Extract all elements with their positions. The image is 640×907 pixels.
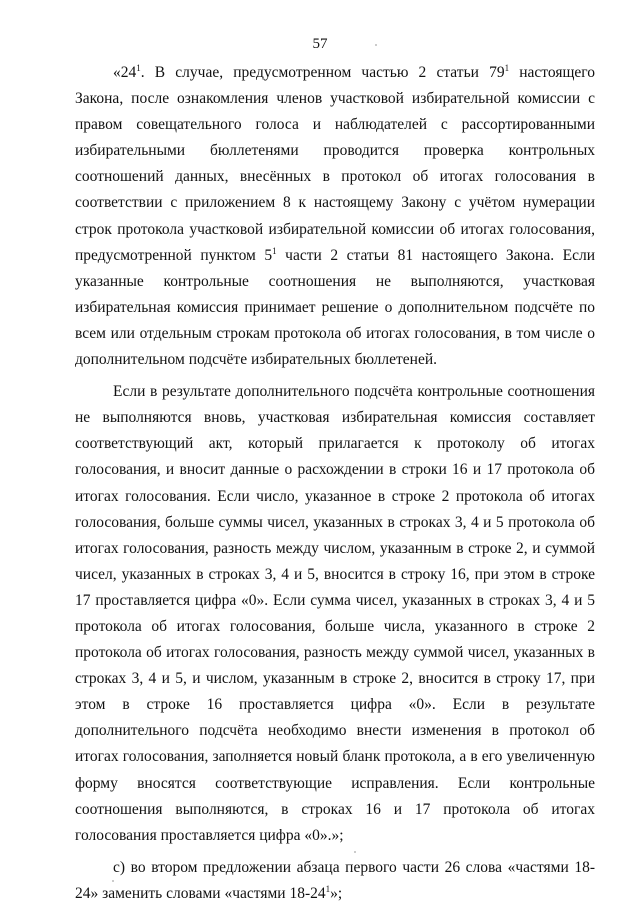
scan-speck [112,880,114,882]
superscript: 1 [504,63,510,73]
page-number: 57 [312,36,328,52]
paragraph-1-part-2: . В случае, предусмотренном частью 2 статьи 79 [140,64,505,81]
paragraph-2: Если в результате дополнительного подсчёта контрольные соотношения не выполняются вновь, участковая избирательная комиссия составляет соответствующий акт, который прилагается к протоколу об итогах голосования, и вносит данные о расхождении в строки 16 и 17 протокола об итогах голосования. Если число, указанное в строке 2 протокола об итогах голосования, больше суммы чисел, указанных в строках 3, 4 и 5 протокола об итогах голосования, разность между числом, указанным в строке 2, и суммой чисел, указанных в строках 3, 4 и 5, вносится в строку 16, при этом в строке 17 проставляется цифра «0». Если сумма чисел, указанных в строках 3, 4 и 5 протокола об итогах голосования, больше числа, указанного в строке 2 протокола об итогах голосования, разность между суммой чисел, указанных в строках 3, 4 и 5, и числом, указанным в строке 2, вносится в строку 17, при этом в строке 16 проставляется цифра «0». Если в результате дополнительного подсчёта необходимо внести изменения в протокол об итогах голосования, заполняется новый бланк протокола, а в его увеличенную форму вносятся соответствующие исправления. Если контрольные соотношения выполняются, в строках 16 и 17 протокола об итогах голосования проставляется цифра «0».»; [75,383,595,844]
paragraph-3-part-1: с) во втором предложении абзаца первого части 26 слова «частями 18-24» заменить словами «частями 18-24 [75,858,595,902]
paragraph-1 [75,60,595,373]
paragraph-3 [75,855,595,907]
document-body [75,60,595,907]
paragraph-1-part-3: настоящего Закона, после ознакомления членов участковой избирательной комиссии с правом совещательного голоса и наблюдателей с рассортированными избирательными бюллетенями проводится проверка контрольных соотношений данных, внесённых в протокол об итогах голосования в соответствии с приложением 8 к настоящему Закону с учётом нумерации строк протокола участковой избирательной комиссии об итогах голосования, предусмотренной пунктом 5 [75,64,595,264]
paragraph-1-part-1: «24 [113,64,137,81]
scan-speck [375,44,377,46]
paragraph-1-part-4: части 2 статьи 81 настоящего Закона. Если указанные контрольные соотношения не выполняются, участковая избирательная комиссия принимает решение о дополнительном подсчёте по всем или отдельным строкам протокола об итогах голосования, в том числе о дополнительном подсчёте избирательных бюллетеней. [75,246,595,369]
superscript: 1 [136,63,141,73]
paragraph-3-part-2: »; [330,884,343,902]
scan-speck [354,851,356,853]
superscript: 1 [272,245,277,256]
superscript: 1 [325,883,331,894]
